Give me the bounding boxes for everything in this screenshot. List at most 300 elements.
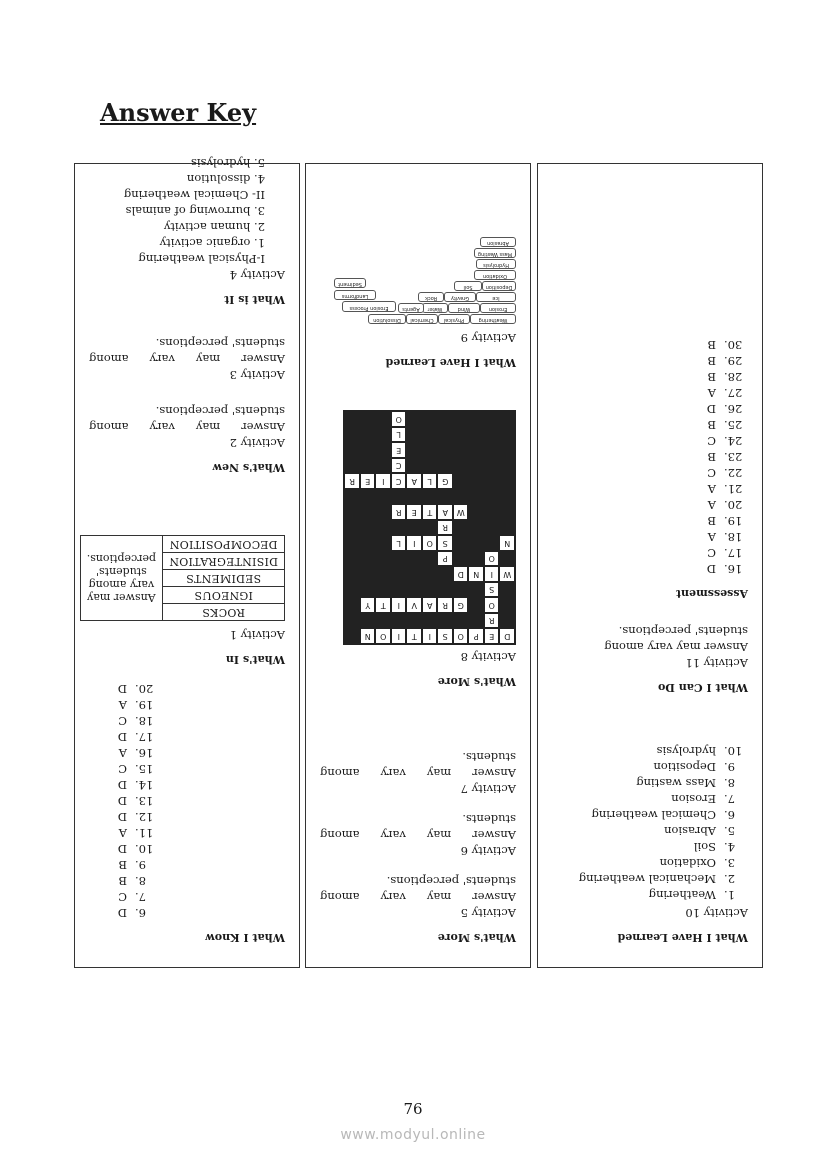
answer-text: Answer may vary among — [604, 640, 748, 654]
answer-panel-2 — [305, 163, 531, 968]
concept-map-box: Dissolution — [368, 315, 406, 325]
item-answer: A — [118, 826, 127, 840]
crossword-blank-cell — [422, 613, 438, 629]
crossword-letter-cell: L — [391, 536, 407, 552]
list-item — [552, 887, 748, 903]
crossword-blank-cell — [376, 567, 392, 583]
item-number: 25. — [724, 418, 743, 432]
item-number: 4. — [724, 840, 735, 854]
concept-map-box: Sediment — [334, 279, 366, 289]
item-number: 8. — [724, 776, 735, 790]
item-answer: Deposition — [653, 760, 716, 774]
item-number: 6. — [724, 808, 735, 822]
crossword-blank-cell — [345, 427, 361, 443]
crossword-letter-cell: R — [438, 520, 454, 536]
item-number: 16. — [724, 562, 743, 576]
crossword-blank-cell — [407, 489, 423, 505]
crossword-letter-cell: N — [500, 536, 516, 552]
list-item — [552, 433, 748, 449]
activity-label: Activity 9 — [460, 331, 516, 346]
item-number: 19. — [135, 698, 154, 712]
crossword-letter-cell: Y — [360, 598, 376, 614]
activity-label: Activity 6 — [460, 844, 516, 858]
answer-text: Answer may vary among — [320, 766, 516, 780]
concept-map-box: Hydrolysis — [476, 260, 516, 270]
crossword-letter-cell: T — [407, 629, 423, 645]
crossword-blank-cell — [484, 474, 500, 490]
outline-line: 3. burrowing of animals — [125, 204, 265, 218]
list-item — [89, 697, 285, 713]
section-heading: What's New — [212, 461, 285, 474]
item-number: 8. — [135, 874, 146, 888]
activity-label: Activity 10 — [685, 906, 748, 920]
crossword-blank-cell — [438, 582, 454, 598]
answer-note: Answer may vary among students' perceptions. — [80, 536, 162, 621]
crossword-blank-cell — [407, 443, 423, 459]
crossword-blank-cell — [469, 505, 485, 521]
activity-label: Activity 4 — [229, 268, 285, 282]
item-number: 12. — [135, 810, 154, 824]
page-title: Answer Key — [100, 98, 257, 127]
item-answer: A — [707, 530, 716, 544]
list-item — [552, 529, 748, 545]
crossword-letter-cell: R — [345, 474, 361, 490]
crossword-blank-cell — [500, 551, 516, 567]
list-item — [89, 745, 285, 761]
crossword-letter-cell: S — [438, 629, 454, 645]
crossword-letter-cell: O — [484, 551, 500, 567]
crossword-blank-cell — [453, 427, 469, 443]
list-item — [89, 793, 285, 809]
item-answer: A — [707, 482, 716, 496]
crossword-blank-cell — [500, 520, 516, 536]
activity-label: Activity 7 — [460, 782, 516, 796]
list-item — [552, 401, 748, 417]
crossword-blank-cell — [469, 536, 485, 552]
section-heading: Assessment — [675, 587, 748, 600]
item-number: 5. — [724, 824, 735, 838]
crossword-blank-cell — [391, 520, 407, 536]
crossword-blank-cell — [500, 598, 516, 614]
crossword-letter-cell: S — [438, 536, 454, 552]
crossword-blank-cell — [500, 474, 516, 490]
list-item — [89, 825, 285, 841]
item-number: 29. — [724, 354, 743, 368]
crossword-letter-cell: O — [422, 536, 438, 552]
answer-text: students' perceptions. — [155, 404, 285, 418]
answer-panel-3 — [537, 163, 763, 968]
answer-text: students' perceptions. — [386, 874, 516, 888]
concept-map-box: Mass Wasting — [474, 249, 516, 259]
assessment-list — [552, 337, 748, 577]
outline-line: 4. dissolution — [186, 172, 265, 186]
list-item — [552, 759, 748, 775]
crossword-blank-cell — [500, 582, 516, 598]
activity-10-list — [552, 743, 748, 903]
crossword-letter-cell: G — [453, 598, 469, 614]
crossword-blank-cell — [345, 443, 361, 459]
crossword-blank-cell — [407, 520, 423, 536]
crossword-blank-cell — [500, 443, 516, 459]
outline-line: 2. human activity — [163, 220, 265, 234]
crossword-blank-cell — [376, 505, 392, 521]
crossword-blank-cell — [345, 582, 361, 598]
crossword-letter-cell: W — [500, 567, 516, 583]
item-number: 16. — [135, 746, 154, 760]
crossword-letter-cell: R — [391, 505, 407, 521]
crossword-letter-cell: I — [376, 474, 392, 490]
crossword-blank-cell — [500, 613, 516, 629]
list-item — [89, 713, 285, 729]
item-answer: D — [117, 794, 127, 808]
item-answer: A — [707, 498, 716, 512]
crossword-blank-cell — [345, 458, 361, 474]
answer-text: Answer may vary among — [89, 420, 285, 434]
section-heading: What's In — [225, 653, 285, 666]
item-number: 19. — [724, 514, 743, 528]
section-heading: What I Can Do — [658, 681, 748, 694]
item-answer: hydrolysis — [656, 744, 716, 758]
section-heading: What is It — [224, 293, 285, 306]
crossword-blank-cell — [407, 427, 423, 443]
activity-label: Activity 1 — [229, 628, 285, 642]
crossword-blank-cell — [484, 536, 500, 552]
crossword-letter-cell: O — [391, 412, 407, 428]
crossword-blank-cell — [376, 412, 392, 428]
concept-map-box: Landforms — [334, 291, 376, 301]
crossword-blank-cell — [407, 458, 423, 474]
crossword-letter-cell: D — [500, 629, 516, 645]
item-answer: C — [118, 762, 127, 776]
item-answer: D — [117, 842, 127, 856]
item-answer: C — [118, 714, 127, 728]
crossword-blank-cell — [360, 412, 376, 428]
crossword-letter-cell: E — [391, 443, 407, 459]
item-number: 17. — [724, 546, 743, 560]
crossword-blank-cell — [376, 520, 392, 536]
crossword-blank-cell — [438, 613, 454, 629]
crossword-blank-cell — [376, 551, 392, 567]
crossword-letter-cell: V — [407, 598, 423, 614]
crossword-blank-cell — [453, 613, 469, 629]
crossword-blank-cell — [438, 489, 454, 505]
item-number: 20. — [724, 498, 743, 512]
crossword-blank-cell — [484, 443, 500, 459]
crossword-blank-cell — [360, 567, 376, 583]
item-answer: Mass wasting — [636, 776, 716, 790]
item-answer: Oxidation — [659, 856, 716, 870]
item-number: 20. — [135, 682, 154, 696]
concept-map-box: Gravity — [444, 293, 476, 303]
crossword-letter-cell: R — [438, 598, 454, 614]
item-number: 18. — [724, 530, 743, 544]
crossword-blank-cell — [407, 567, 423, 583]
crossword-blank-cell — [345, 412, 361, 428]
crossword-grid — [344, 411, 517, 646]
concept-map-box: Erosion Process — [342, 302, 396, 313]
crossword-blank-cell — [484, 427, 500, 443]
item-number: 26. — [724, 402, 743, 416]
crossword-letter-cell: A — [438, 505, 454, 521]
answer-text: students. — [462, 812, 516, 826]
outline-line: 1. organic activity — [159, 236, 265, 250]
crossword-letter-cell: L — [422, 474, 438, 490]
crossword-blank-cell — [484, 458, 500, 474]
crossword-blank-cell — [376, 443, 392, 459]
crossword-blank-cell — [453, 412, 469, 428]
crossword-blank-cell — [438, 458, 454, 474]
crossword-blank-cell — [345, 598, 361, 614]
crossword-blank-cell — [484, 505, 500, 521]
item-answer: D — [117, 778, 127, 792]
crossword-blank-cell — [422, 582, 438, 598]
list-item — [89, 857, 285, 873]
crossword-blank-cell — [469, 427, 485, 443]
concept-map-box: Ice — [476, 293, 516, 303]
crossword-blank-cell — [391, 551, 407, 567]
item-number: 23. — [724, 450, 743, 464]
section-heading: What I Know — [205, 931, 285, 944]
crossword-blank-cell — [453, 536, 469, 552]
crossword-blank-cell — [407, 412, 423, 428]
crossword-letter-cell: I — [407, 536, 423, 552]
crossword-blank-cell — [345, 489, 361, 505]
crossword-blank-cell — [345, 536, 361, 552]
item-number: 3. — [724, 856, 735, 870]
crossword-blank-cell — [407, 551, 423, 567]
activity-label: Activity 3 — [229, 368, 285, 382]
outline-line: 5. hydrolysis — [191, 156, 265, 170]
crossword-blank-cell — [469, 474, 485, 490]
answer-text: students. — [462, 750, 516, 764]
crossword-blank-cell — [500, 458, 516, 474]
list-item — [552, 839, 748, 855]
answer-word: DISINTEGRATION — [163, 553, 285, 570]
item-number: 2. — [724, 872, 735, 886]
item-number: 10. — [135, 842, 154, 856]
list-item — [89, 841, 285, 857]
crossword-blank-cell — [376, 613, 392, 629]
crossword-blank-cell — [469, 598, 485, 614]
crossword-blank-cell — [376, 489, 392, 505]
item-answer: D — [117, 730, 127, 744]
crossword-blank-cell — [453, 443, 469, 459]
answer-text: Answer may vary among — [320, 890, 516, 904]
list-item — [552, 855, 748, 871]
crossword-blank-cell — [484, 520, 500, 536]
crossword-blank-cell — [407, 582, 423, 598]
crossword-blank-cell — [500, 489, 516, 505]
watermark: www.modyul.online — [340, 1127, 486, 1143]
crossword-blank-cell — [469, 412, 485, 428]
page-number: 76 — [403, 1100, 423, 1118]
crossword-letter-cell: S — [484, 582, 500, 598]
list-item — [552, 545, 748, 561]
list-item — [89, 729, 285, 745]
crossword-letter-cell: I — [422, 629, 438, 645]
crossword-letter-cell: W — [453, 505, 469, 521]
section-heading: What's More — [437, 675, 516, 688]
item-answer: C — [707, 434, 716, 448]
crossword-blank-cell — [422, 567, 438, 583]
answer-text: Answer may vary among — [320, 828, 516, 842]
crossword-letter-cell: T — [422, 505, 438, 521]
crossword-letter-cell: I — [484, 567, 500, 583]
crossword-blank-cell — [438, 443, 454, 459]
concept-map-box: Chemical — [406, 315, 438, 325]
item-number: 9. — [135, 858, 146, 872]
crossword-blank-cell — [469, 458, 485, 474]
list-item — [89, 889, 285, 905]
crossword-blank-cell — [360, 536, 376, 552]
list-item — [552, 337, 748, 353]
item-answer: D — [117, 810, 127, 824]
crossword-letter-cell: O — [484, 598, 500, 614]
crossword-blank-cell — [453, 458, 469, 474]
crossword-letter-cell: C — [391, 458, 407, 474]
crossword-blank-cell — [453, 582, 469, 598]
crossword-blank-cell — [422, 551, 438, 567]
list-item — [552, 743, 748, 759]
concept-map-box: Wind — [448, 304, 480, 314]
crossword-letter-cell: O — [376, 629, 392, 645]
item-number: 7. — [724, 792, 735, 806]
crossword-blank-cell — [360, 443, 376, 459]
crossword-letter-cell: A — [422, 598, 438, 614]
section-heading: What I Have Learned — [385, 356, 516, 370]
item-answer: C — [707, 546, 716, 560]
crossword-blank-cell — [422, 520, 438, 536]
item-answer: D — [117, 906, 127, 920]
crossword-blank-cell — [500, 505, 516, 521]
activity-label: Activity 5 — [460, 906, 516, 920]
crossword-blank-cell — [500, 412, 516, 428]
crossword-blank-cell — [484, 489, 500, 505]
activity-label: Activity 2 — [229, 436, 285, 450]
item-answer: Chemical weathering — [591, 808, 716, 822]
crossword-blank-cell — [360, 458, 376, 474]
crossword-letter-cell: G — [438, 474, 454, 490]
crossword-blank-cell — [345, 613, 361, 629]
concept-map-box: Rock — [418, 293, 444, 303]
list-item — [552, 513, 748, 529]
answer-word: IGNEOUS — [163, 587, 285, 604]
item-number: 30. — [724, 338, 743, 352]
item-answer: D — [706, 402, 716, 416]
item-number: 14. — [135, 778, 154, 792]
activity-label: Activity 8 — [460, 650, 516, 664]
crossword-blank-cell — [391, 582, 407, 598]
crossword-letter-cell: C — [391, 474, 407, 490]
concept-map-box: Agents — [398, 304, 424, 314]
crossword-blank-cell — [469, 443, 485, 459]
list-item — [89, 681, 285, 697]
crossword-blank-cell — [453, 520, 469, 536]
section-heading: What I Have Learned — [617, 931, 748, 944]
activity-label: Activity 11 — [685, 656, 748, 670]
answer-word: DECOMPOSITION — [163, 536, 285, 553]
concept-map-box: Weathering — [470, 315, 516, 325]
list-item — [552, 497, 748, 513]
concept-map — [336, 233, 516, 325]
list-item — [89, 777, 285, 793]
crossword-blank-cell — [360, 505, 376, 521]
crossword-blank-cell — [422, 427, 438, 443]
crossword-blank-cell — [345, 567, 361, 583]
answer-text: students' perceptions. — [155, 336, 285, 350]
item-answer: Soil — [693, 840, 716, 854]
list-item — [552, 561, 748, 577]
crossword-blank-cell — [422, 412, 438, 428]
crossword-blank-cell — [469, 520, 485, 536]
list-item — [552, 465, 748, 481]
item-answer: C — [118, 890, 127, 904]
item-answer: B — [707, 370, 716, 384]
item-answer: A — [707, 386, 716, 400]
item-number: 1. — [724, 888, 735, 902]
list-item — [552, 775, 748, 791]
crossword-blank-cell — [345, 505, 361, 521]
item-number: 11. — [135, 826, 154, 840]
concept-map-box: Erosion — [480, 304, 516, 314]
crossword-blank-cell — [422, 443, 438, 459]
item-number: 10. — [724, 744, 743, 758]
crossword-blank-cell — [345, 551, 361, 567]
item-answer: Weathering — [648, 888, 716, 902]
outline-line: II- Chemical weathering — [123, 188, 265, 202]
concept-map-box: Oxidation — [474, 271, 516, 281]
crossword-blank-cell — [469, 582, 485, 598]
crossword-blank-cell — [345, 520, 361, 536]
concept-map-box: Physical — [438, 315, 470, 325]
crossword-blank-cell — [376, 582, 392, 598]
crossword-letter-cell: L — [391, 427, 407, 443]
item-number: 6. — [135, 906, 146, 920]
crossword-letter-cell: E — [484, 629, 500, 645]
crossword-blank-cell — [360, 613, 376, 629]
item-number: 13. — [135, 794, 154, 808]
item-answer: B — [118, 858, 127, 872]
item-number: 17. — [135, 730, 154, 744]
concept-map-box: Deposition — [482, 282, 516, 292]
crossword-blank-cell — [360, 582, 376, 598]
item-answer: Mechanical weathering — [578, 872, 716, 886]
item-number: 21. — [724, 482, 743, 496]
crossword-blank-cell — [407, 613, 423, 629]
list-item — [552, 353, 748, 369]
answer-text: students' perceptions. — [618, 624, 748, 638]
crossword-blank-cell — [391, 489, 407, 505]
crossword-blank-cell — [438, 567, 454, 583]
list-item — [89, 809, 285, 825]
crossword-blank-cell — [469, 613, 485, 629]
crossword-blank-cell — [376, 427, 392, 443]
crossword-blank-cell — [345, 629, 361, 645]
item-answer: B — [707, 338, 716, 352]
concept-map-box: Water — [422, 304, 448, 314]
list-item — [89, 905, 285, 921]
item-answer: Erosion — [671, 792, 716, 806]
item-answer: B — [707, 354, 716, 368]
crossword-blank-cell — [453, 489, 469, 505]
item-answer: C — [707, 466, 716, 480]
list-item — [552, 385, 748, 401]
item-number: 28. — [724, 370, 743, 384]
item-answer: B — [707, 418, 716, 432]
item-number: 15. — [135, 762, 154, 776]
crossword-blank-cell — [484, 412, 500, 428]
answer-text: Answer may vary among — [89, 352, 285, 366]
